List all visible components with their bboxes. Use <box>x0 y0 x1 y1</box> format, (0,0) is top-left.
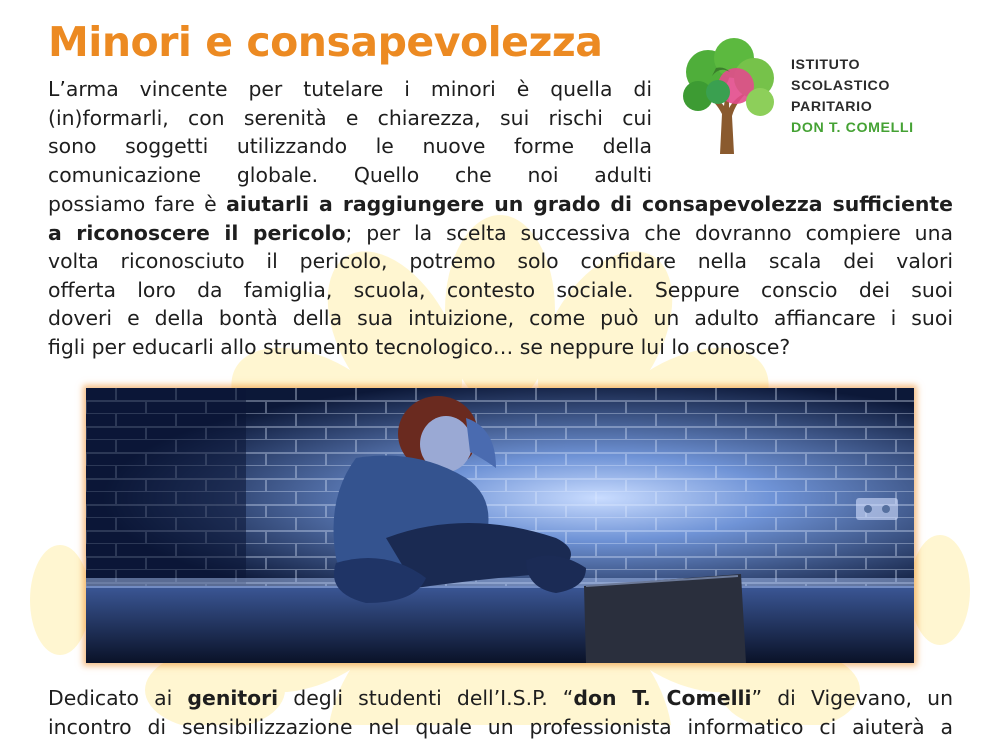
main-line <box>48 190 953 219</box>
main-line: volta riconosciuto il pericolo, potremo solo confidare nella scala dei valori <box>48 249 953 274</box>
school-logo <box>676 36 946 156</box>
logo-line-4: DON T. COMELLI <box>791 120 914 136</box>
main-emphasis: aiutarli a raggiungere un grado di consapevolezza sufficiente <box>226 192 953 216</box>
main-line-text: ; per la scelta successiva che dovranno compiere una <box>345 220 953 245</box>
main-line-text: possiamo fare è <box>48 192 227 216</box>
main-paragraph <box>48 190 953 362</box>
logo-line-2: SCOLASTICO <box>791 78 891 94</box>
logo-line-1: ISTITUTO <box>791 57 861 73</box>
page-title: Minori e consapevolezza <box>48 18 603 66</box>
footer-text: degli studenti dell’I.S.P. “ <box>278 686 574 710</box>
footer-paragraph <box>48 684 953 741</box>
logo-line-3: PARITARIO <box>791 99 873 115</box>
intro-line: comunicazione globale. Quello che noi adulti <box>48 162 652 187</box>
main-line: figli per educarli allo strumento tecnologico… se neppure lui lo conosce? <box>48 334 791 359</box>
intro-paragraph <box>48 75 652 189</box>
intro-line: L’arma vincente per tutelare i minori è quella di <box>48 77 652 101</box>
intro-line: (in)formarli, con serenità e chiarezza, sui rischi cui <box>48 105 652 130</box>
footer-text: ” di Vigevano, un <box>751 686 954 710</box>
footer-emphasis: genitori <box>187 686 279 710</box>
footer-emphasis: don T. Comelli <box>573 686 752 710</box>
footer-line: incontro di sensibilizzazione nel quale un professionista informatico ci aiuterà a <box>48 714 953 739</box>
main-line <box>48 219 953 248</box>
laptop-icon <box>584 574 746 663</box>
main-emphasis: a riconoscere il pericolo <box>48 220 346 245</box>
main-line: doveri e della bontà della sua intuizione, come può un adulto affiancare i suoi <box>48 306 953 331</box>
footer-line <box>48 684 953 713</box>
footer-text: Dedicato ai <box>48 686 188 710</box>
girl-with-laptop-photo <box>86 388 914 663</box>
main-line: offerta loro da famiglia, scuola, contesto sociale. Seppure conscio dei suoi <box>48 277 953 302</box>
tree-logo-icon <box>676 36 781 156</box>
intro-line: sono soggetti utilizzando le nuove forme della <box>48 134 652 159</box>
